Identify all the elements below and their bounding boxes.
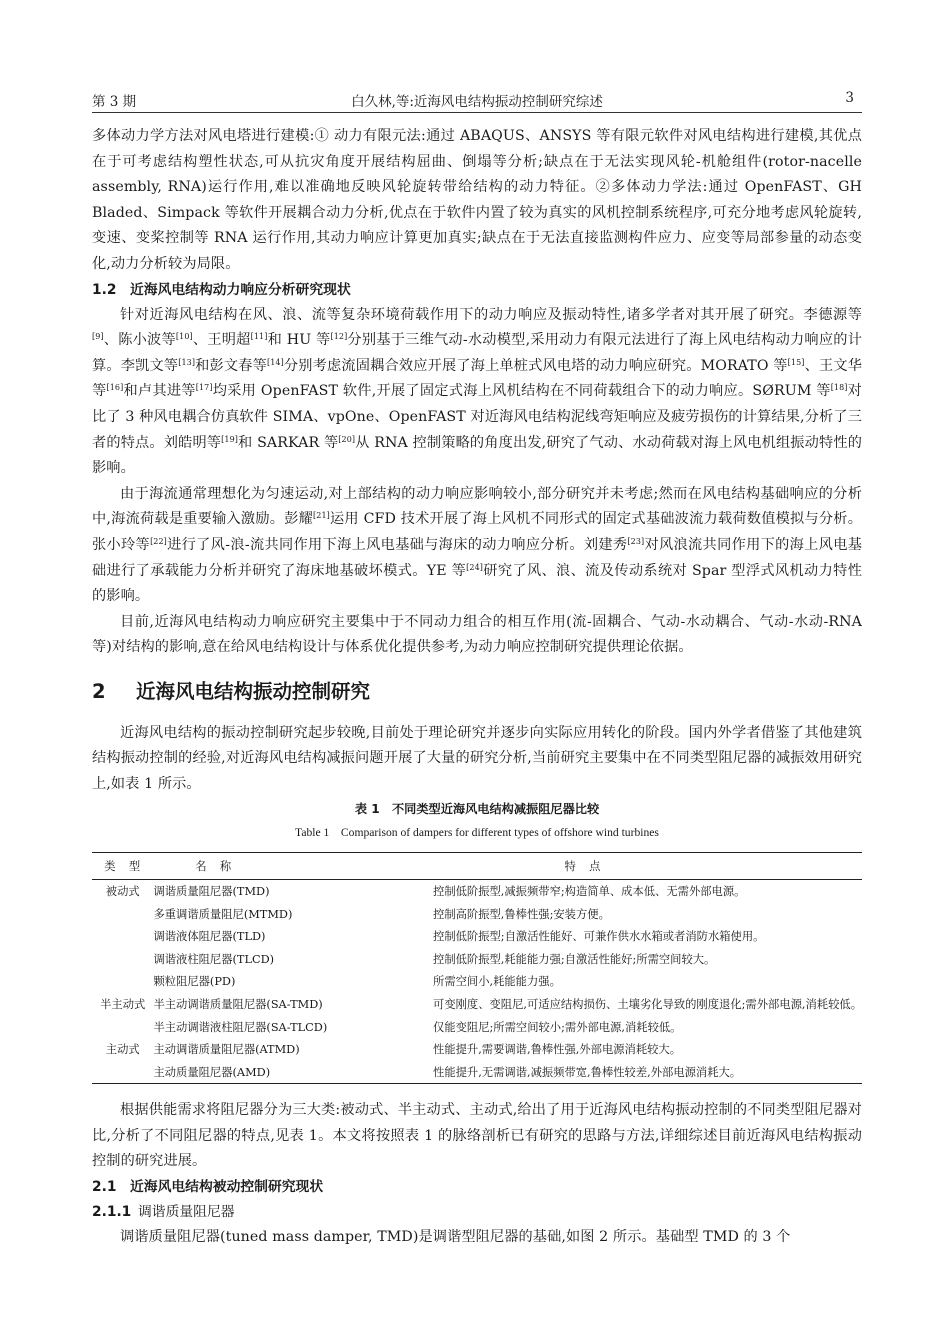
section-2-1-1-heading [92, 1200, 862, 1225]
cell-name: 半主动调谐质量阻尼器(SA-TMD) [153, 997, 323, 1011]
section-number: 2.1.1 [92, 1203, 132, 1220]
running-title: 白久林,等:近海风电结构振动控制研究综述 [351, 94, 603, 110]
table-caption-en: Table 1 Comparison of dampers for different types of offshore wind turbines [295, 825, 659, 839]
section-title: 近海风电结构振动控制研究 [136, 679, 371, 703]
article-body [92, 124, 862, 1250]
paragraph-damper-classification: 根据供能需求将阻尼器分为三大类:被动式、半主动式、主动式,给出了用于近海风电结构振动控制的不同类型阻尼器对比,分析了不同阻尼器的特点,见表 1。本文将按照表 1 的脉络剖析已有研究的思路与方法,详细综述目前近海风电结构振动控制的研究进展。 [92, 1102, 862, 1170]
table-row [92, 925, 862, 948]
paragraph-tmd-intro: 调谐质量阻尼器(tuned mass damper, TMD)是调谐型阻尼器的基础,如图 2 所示。基础型 TMD 的 3 个 [120, 1228, 791, 1245]
section-number: 2 [92, 679, 106, 703]
cell-name: 主动质量阻尼器(AMD) [153, 1065, 271, 1079]
table-row [92, 902, 862, 925]
section-number: 2.1 [92, 1178, 117, 1195]
section-number: 1.2 [92, 281, 117, 298]
paragraph-current-load: 由于海流通常理想化为匀速运动,对上部结构的动力响应影响较小,部分研究并未考虑;然而在风电结构基础响应的分析中,海流荷载是重要输入激励。彭耀[21]运用 CFD 技术开展了海上风机不同形式的固定式基础波流力载荷数值模拟与分析。张小玲等[22]进行了风-浪-流共同作用下海上风电基础与海床的动力响应分析。刘建秀[23]对风浪流共同作用下的海上风电基础进行了承载能力分析并研究了海床地基破坏模式。YE 等[24]研究了风、浪、流及传动系统对 Spar 型浮式风机动力特性的影响。 [92, 485, 863, 605]
citation[interactable]: [19] [221, 434, 238, 444]
cell-name: 半主动调谐液柱阻尼器(SA-TLCD) [153, 1020, 328, 1034]
citation[interactable]: [9] [92, 332, 104, 342]
cell-features: 控制低阶振型,耗能能力强;自激活性能好;所需空间较大。 [433, 952, 716, 966]
paragraph-summary: 目前,近海风电结构动力响应研究主要集中于不同动力组合的相互作用(流-固耦合、气动-水动耦合、气动-水动-RNA 等)对结构的影响,意在给风电结构设计与体系优化提供参考,为动力响应控制研究提供理论依据。 [92, 613, 862, 656]
column-header-name: 名 称 [195, 859, 233, 873]
cell-type: 半主动式 [100, 997, 146, 1011]
table-row [92, 1060, 862, 1083]
cell-features: 性能提升,无需调谐,减振频带宽,鲁棒性较差,外部电源消耗大。 [433, 1065, 742, 1079]
paragraph-vibration-control-intro: 近海风电结构的振动控制研究起步较晚,目前处于理论研究并逐步向实际应用转化的阶段。国内外学者借鉴了其他建筑结构振动控制的经验,对近海风电结构减振问题开展了大量的研究分析,当前研究主要集中在不同类型阻尼器的减振效用研究上,如表 1 所示。 [92, 724, 862, 793]
citation[interactable]: [22] [150, 536, 167, 546]
citation[interactable]: [11] [250, 332, 268, 342]
table-row [92, 879, 862, 902]
cell-type [92, 902, 153, 925]
section-2-1-heading [92, 1175, 862, 1200]
citation[interactable]: [13] [178, 357, 196, 367]
citation[interactable]: [12] [330, 332, 348, 342]
cell-name: 多重调谐质量阻尼(MTMD) [153, 907, 293, 921]
issue-label: 第 3 期 [92, 94, 137, 110]
table-row [92, 970, 862, 993]
citation[interactable]: [15] [787, 357, 805, 367]
citation[interactable]: [18] [830, 383, 848, 393]
table-caption-cn: 表 1 不同类型近海风电结构减振阻尼器比较 [354, 801, 600, 816]
page-number: 3 [845, 90, 854, 106]
citation[interactable]: [20] [338, 434, 356, 444]
cell-type [92, 947, 153, 970]
cell-name: 调谐液体阻尼器(TLD) [153, 930, 266, 944]
paragraph-dynamic-response: 针对近海风电结构在风、浪、流等复杂环境荷载作用下的动力响应及振动特性,诸多学者对其开展了研究。李德源等[9]、陈小波等[10]、王明超[11]和 HU 等[12]分别基于三维气动-水动模型,采用动力有限元法进行了海上风电结构动力响应的计算。李凯文等[13]和彭文春等[14]分别考虑流固耦合效应开展了海上单桩式风电塔的动力响应研究。MORATO 等[15]、王文华等[16]和卢其进等[17]均采用 OpenFAST 软件,开展了固定式海上风机结构在不同荷载组合下的动力响应。SØRUM 等[18]对比了 3 种风电耦合仿真软件 SIMA、vpOne、OpenFAST 对近海风电结构泥线弯矩响应及疲劳损伤的计算结果,分析了三者的特点。刘皓明等[19]和 SARKAR 等[20]从 RNA 控制策略的角度出发,研究了气动、水动荷载对海上风电机组振动特性的影响。 [92, 306, 863, 477]
cell-features: 控制高阶振型,鲁棒性强;安装方便。 [433, 907, 610, 921]
damper-comparison-table [92, 852, 862, 1084]
table-row [92, 993, 862, 1016]
cell-name: 主动调谐质量阻尼器(ATMD) [153, 1043, 300, 1057]
cell-features: 控制低阶振型;自激活性能好、可兼作供水水箱或者消防水箱使用。 [433, 930, 765, 944]
running-header [92, 86, 862, 113]
cell-type [92, 970, 153, 993]
cell-type [92, 925, 153, 948]
section-1-2-heading [92, 278, 862, 303]
cell-type: 主动式 [105, 1043, 140, 1057]
cell-type: 被动式 [105, 884, 140, 898]
citation[interactable]: [16] [106, 383, 124, 393]
cell-features: 控制低阶振型,减振频带窄;构造简单、成本低、无需外部电源。 [433, 884, 746, 898]
cell-features: 仅能变阻尼;所需空间较小;需外部电源,消耗较低。 [433, 1020, 682, 1034]
section-title: 近海风电结构被动控制研究现状 [130, 1178, 324, 1195]
cell-type [92, 1015, 153, 1038]
section-2-heading [92, 679, 862, 705]
cell-features: 所需空间小,耗能能力强。 [433, 975, 561, 989]
table-row [92, 1015, 862, 1038]
section-title: 调谐质量阻尼器 [138, 1203, 235, 1220]
cell-features: 可变刚度、变阻尼,可适应结构损伤、土壤劣化导致的刚度退化;需外部电源,消耗较低。 [433, 997, 862, 1011]
table-row [92, 947, 862, 970]
paragraph-modeling-methods: 多体动力学方法对风电塔进行建模:① 动力有限元法:通过 ABAQUS、ANSYS 等有限元软件对风电结构进行建模,其优点在于可考虑结构塑性状态,可从抗灾角度开展结构屈曲、倒塌等分析;缺点在于无法实现风轮-机舱组件(rotor-nacelle assembly, RNA)运行作用,难以准确地反映风轮旋转带给结构的动力特征。②多体动力学法:通过 OpenFAST、GH Bladed、Simpack 等软件开展耦合动力分析,优点在于软件内置了较为真实的风机控制系统程序,可充分地考虑风轮旋转,变速、变桨控制等 RNA 运行作用,其动力响应计算更加真实;缺点在于无法直接监测构件应力、应变等局部参量的动态变化,动力分析较为局限。 [92, 128, 862, 272]
cell-name: 调谐液柱阻尼器(TLCD) [153, 952, 275, 966]
cell-features: 性能提升,需要调谐,鲁棒性强,外部电源消耗较大。 [433, 1043, 682, 1057]
cell-type [92, 1060, 153, 1083]
cell-name: 调谐质量阻尼器(TMD) [153, 884, 270, 898]
citation[interactable]: [23] [627, 536, 645, 546]
citation[interactable]: [10] [175, 332, 193, 342]
cell-name: 颗粒阻尼器(PD) [153, 975, 236, 989]
citation[interactable]: [21] [313, 511, 330, 521]
table-row [92, 1038, 862, 1061]
column-header-type: 类 型 [104, 859, 142, 873]
table-header-row [92, 852, 862, 879]
column-header-features: 特 点 [564, 859, 602, 873]
citation[interactable]: [17] [195, 383, 213, 393]
citation[interactable]: [24] [466, 562, 483, 572]
section-title: 近海风电结构动力响应分析研究现状 [130, 281, 351, 298]
citation[interactable]: [14] [266, 357, 284, 367]
